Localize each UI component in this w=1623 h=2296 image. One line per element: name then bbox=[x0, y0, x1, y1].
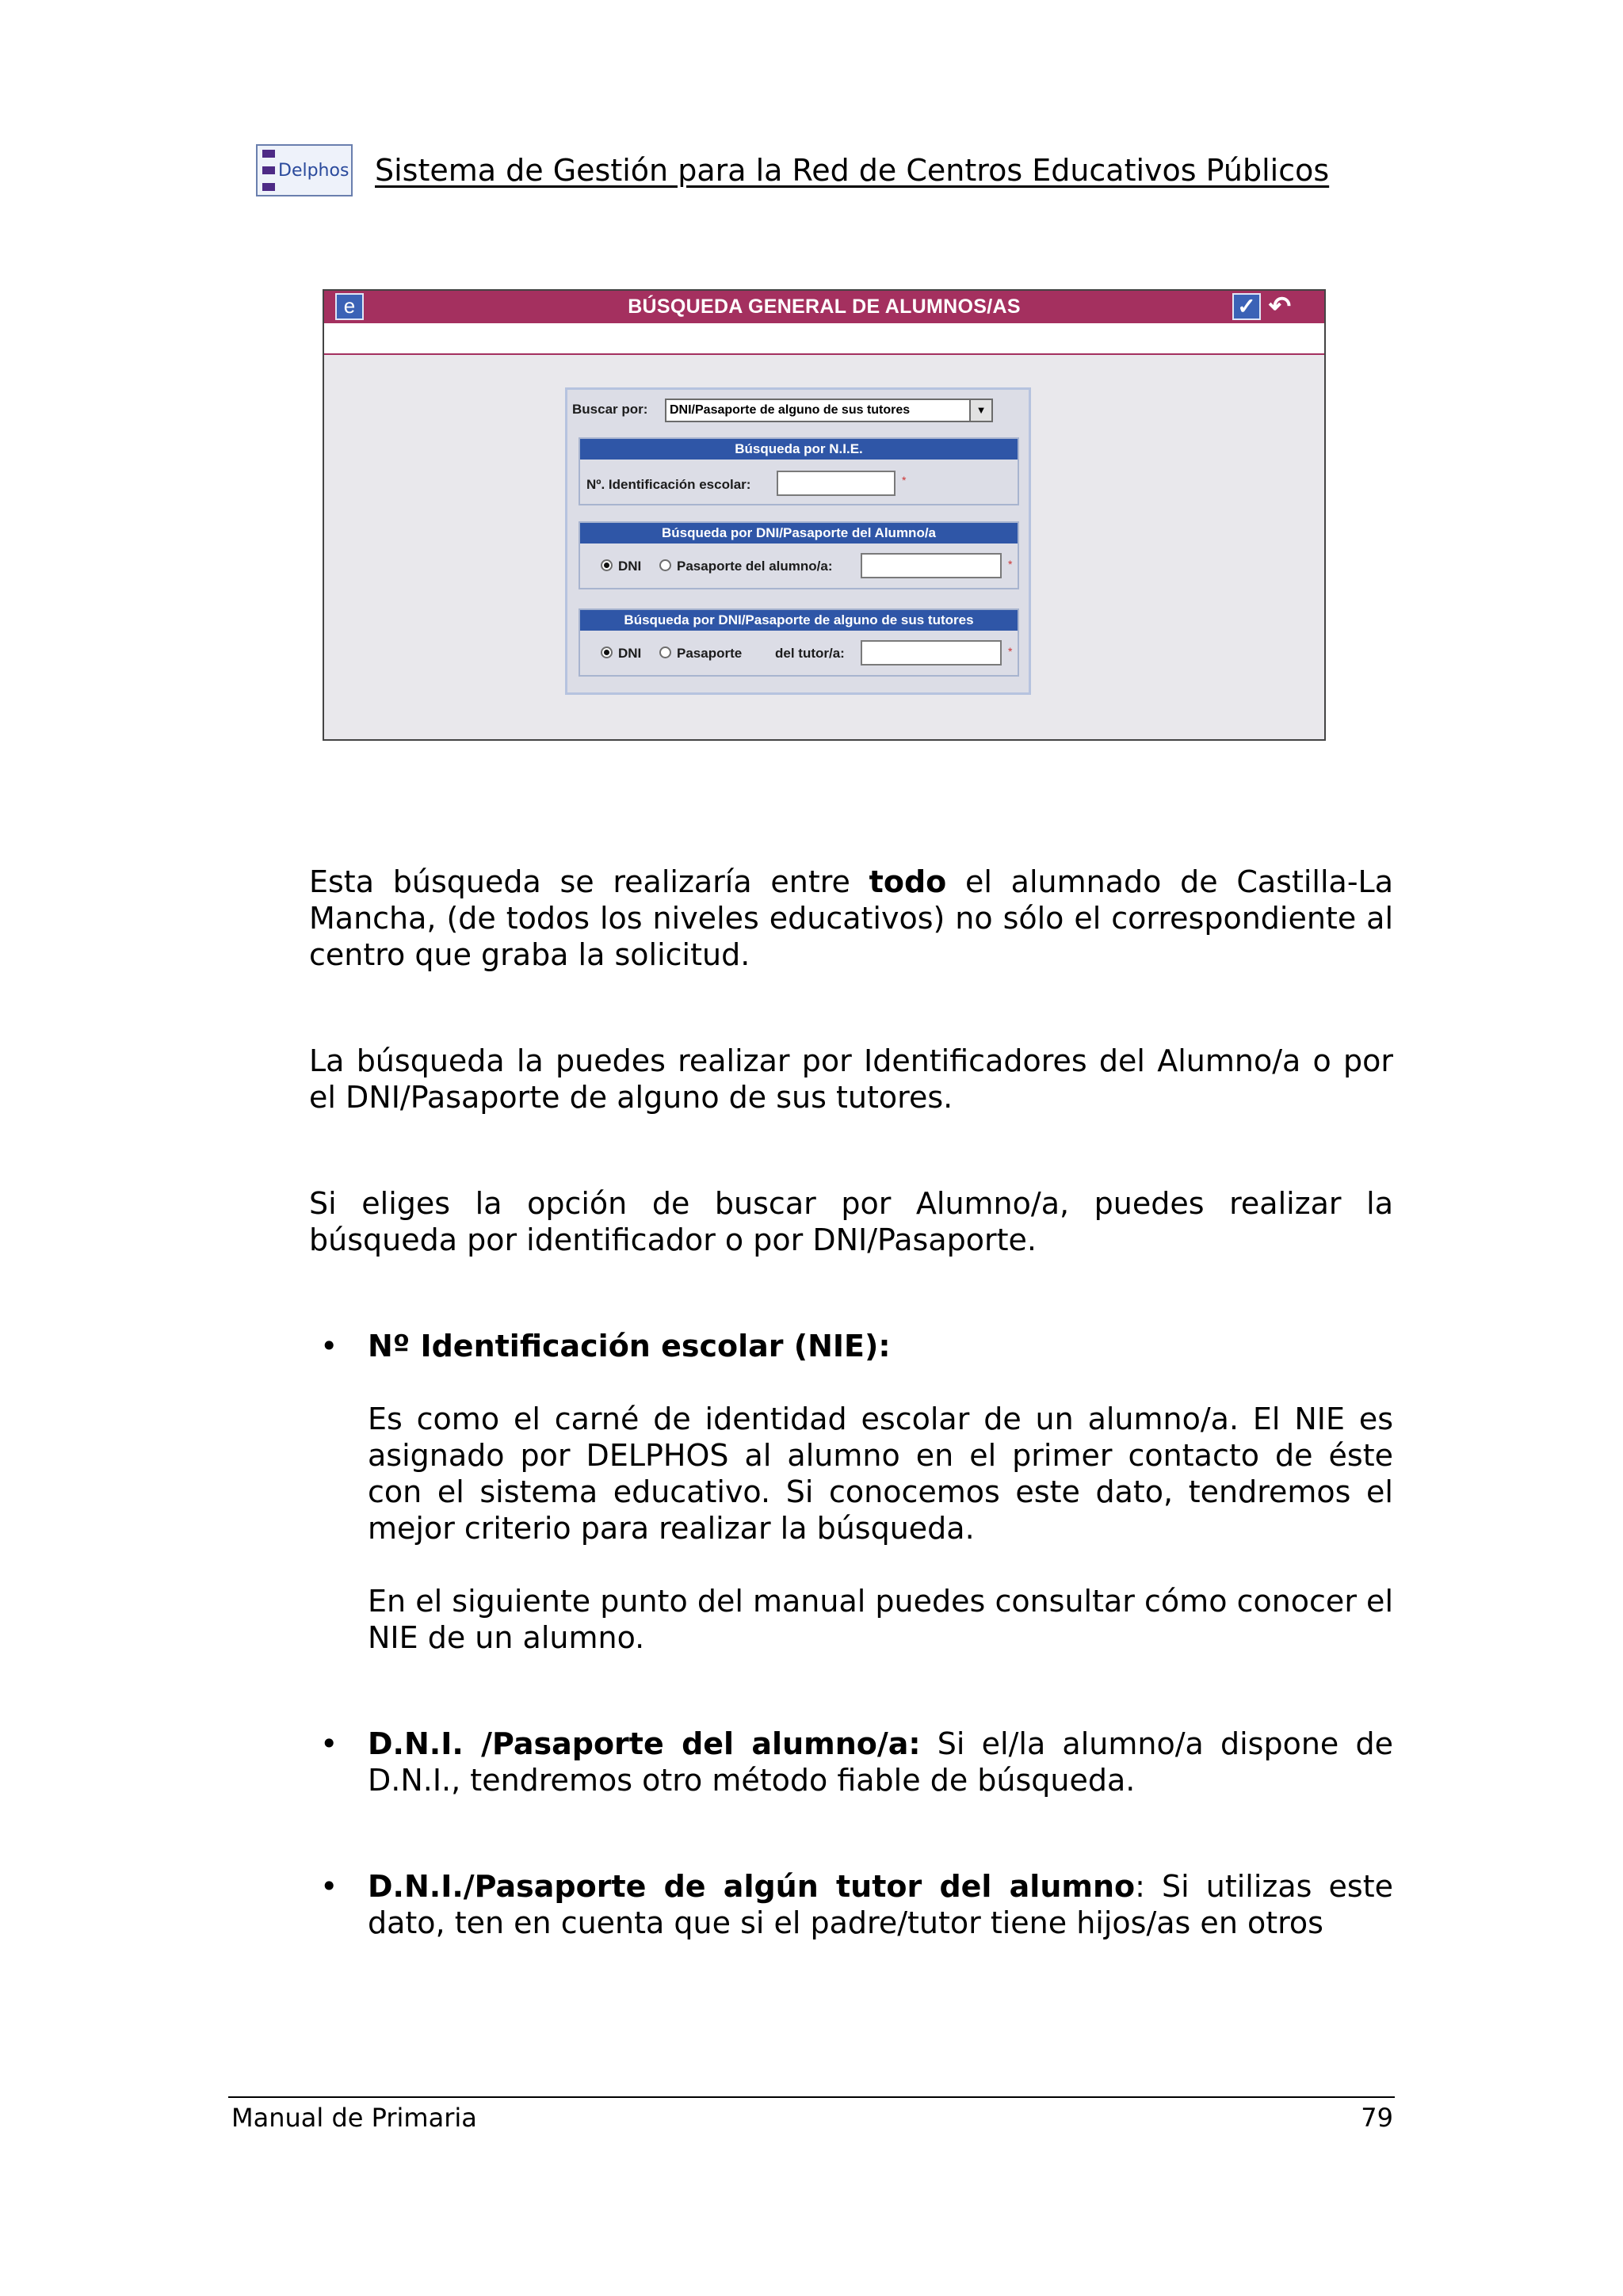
chevron-down-icon[interactable]: ▼ bbox=[969, 400, 991, 421]
required-mark: * bbox=[1008, 558, 1013, 570]
bullet-nie-heading: Nº Identificación escolar (NIE): bbox=[368, 1329, 891, 1363]
back-arrow-icon[interactable]: ↶ bbox=[1268, 292, 1292, 322]
student-dni-section bbox=[579, 521, 1019, 589]
nie-section bbox=[579, 437, 1019, 505]
bullet-nie-description: Es como el carné de identidad escolar de un alumno/a. El NIE es asignado por DELPHOS al alumno en el primer contacto de éste con el sistema educativo. Si conocemos este dato, tendremos el mejor criterio para realizar la búsqueda. bbox=[368, 1402, 1393, 1546]
tutor-document-input[interactable] bbox=[861, 640, 1002, 666]
search-by-label: Buscar por: bbox=[572, 402, 648, 417]
paragraph-student-search: Si eliges la opción de buscar por Alumno/a, puedes realizar la búsqueda por identificador o por DNI/Pasaporte. bbox=[309, 1186, 1393, 1257]
search-by-select[interactable] bbox=[665, 399, 993, 422]
footer-divider bbox=[228, 2096, 1395, 2098]
delphos-logo bbox=[256, 144, 353, 196]
page-number: 79 bbox=[1361, 2103, 1393, 2133]
page-header bbox=[256, 143, 1329, 198]
nie-input[interactable] bbox=[777, 471, 896, 496]
search-by-value: DNI/Pasaporte de alguno de sus tutores bbox=[670, 403, 911, 417]
tutor-field-label: del tutor/a: bbox=[775, 646, 845, 661]
student-passport-label: Pasaporte del alumno/a: bbox=[677, 559, 833, 574]
student-document-input[interactable] bbox=[861, 553, 1002, 578]
tutor-dni-label: DNI bbox=[618, 646, 642, 661]
required-mark: * bbox=[1008, 645, 1013, 658]
student-dni-label: DNI bbox=[618, 559, 642, 574]
nie-field-label: Nº. Identificación escolar: bbox=[586, 477, 751, 492]
nie-section-title: Búsqueda por N.I.E. bbox=[580, 439, 1018, 460]
student-dni-radio[interactable] bbox=[601, 559, 613, 571]
toolbar-strip bbox=[324, 323, 1324, 355]
tutor-section-title: Búsqueda por DNI/Pasaporte de alguno de sus tutores bbox=[580, 610, 1018, 631]
student-passport-radio[interactable] bbox=[659, 559, 671, 571]
student-section-title: Búsqueda por DNI/Pasaporte del Alumno/a bbox=[580, 523, 1018, 543]
tutor-dni-radio[interactable] bbox=[601, 646, 613, 658]
paragraph-scope: Esta búsqueda se realizaría entre todo el alumnado de Castilla-La Mancha, (de todos los niveles educativos) no sólo el correspondiente al centro que graba la solicitud. bbox=[309, 864, 1393, 972]
bullet-marker: • bbox=[320, 1869, 338, 1904]
bullet-marker: • bbox=[320, 1329, 338, 1363]
search-panel bbox=[565, 387, 1031, 695]
tutor-passport-radio[interactable] bbox=[659, 646, 671, 658]
header-title: Sistema de Gestión para la Red de Centros Educativos Públicos bbox=[375, 153, 1330, 188]
emphasis-todo: todo bbox=[869, 864, 947, 899]
bullet-student-dni: D.N.I. /Pasaporte del alumno/a: Si el/la alumno/a dispone de D.N.I., tendremos otro método fiable de búsqueda. bbox=[368, 1726, 1393, 1798]
logo-columns-icon bbox=[262, 150, 275, 191]
window-title: BÚSQUEDA GENERAL DE ALUMNOS/AS bbox=[628, 296, 1021, 318]
accept-check-icon[interactable]: ✓ bbox=[1232, 293, 1261, 320]
paragraph-search-options: La búsqueda la puedes realizar por Identificadores del Alumno/a o por el DNI/Pasaporte de alguno de sus tutores. bbox=[309, 1043, 1393, 1115]
tutor-dni-section bbox=[579, 608, 1019, 677]
bullet-tutor-dni: D.N.I./Pasaporte de algún tutor del alumno: Si utilizas este dato, ten en cuenta que si el padre/tutor tiene hijos/as en otros bbox=[368, 1869, 1393, 1940]
logo-text: Delphos bbox=[278, 160, 349, 181]
tutor-passport-label: Pasaporte bbox=[677, 646, 743, 661]
footer-manual-name: Manual de Primaria bbox=[231, 2103, 477, 2133]
required-mark: * bbox=[902, 474, 907, 486]
bullet-marker: • bbox=[320, 1726, 338, 1761]
window-titlebar bbox=[324, 291, 1324, 323]
search-screenshot bbox=[323, 289, 1326, 741]
app-e-icon[interactable]: e bbox=[335, 293, 364, 320]
bullet-nie-note: En el siguiente punto del manual puedes consultar cómo conocer el NIE de un alumno. bbox=[368, 1584, 1393, 1655]
